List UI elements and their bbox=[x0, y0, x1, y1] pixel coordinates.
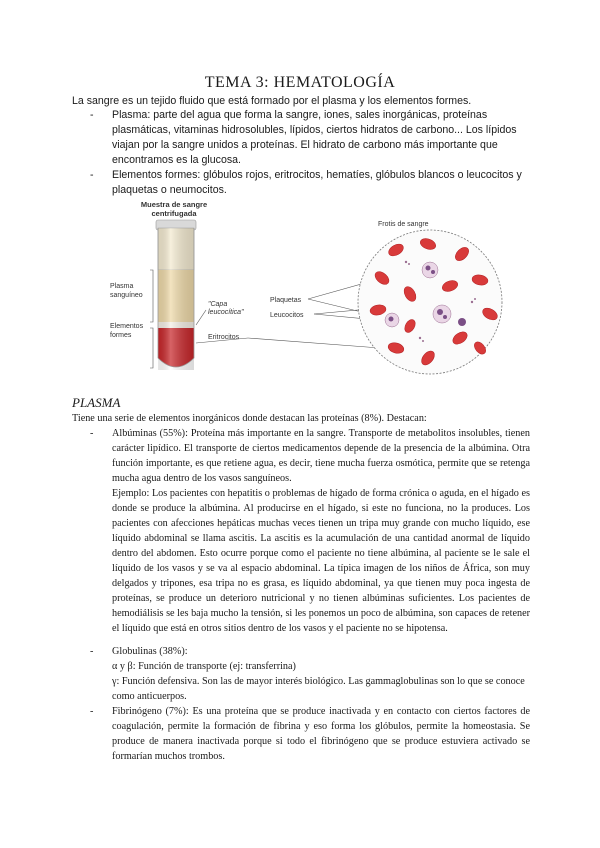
leukocytes-label: Leucocitos bbox=[270, 312, 304, 319]
intro-paragraph: La sangre es un tejido fluido que está formado por el plasma y los elementos formes. bbox=[72, 95, 472, 107]
plasma-heading: PLASMA bbox=[72, 395, 121, 410]
albumin-example: Ejemplo: Los pacientes con hepatitis o problemas de hígado de forma crónica o aguda, en el hígado es donde se produce la albúmina. Al producirse en el hígado, si este no funciona, no la produces. Los pacientes con afecciones hepáticas muchas veces tienen un tripa muy grande con mucho líquido, ese líquido abdominal se llama ascitis. La ascitis es la acumulación de una cantidad anormal de líquido dentro del abdomen. Esto ocurre porque como el paciente no tiene albúmina, al paciente se le sale el líquido de los vasos y se va al espacio abdominal. La típica imagen de los niños de África, son muy delgados y tripones, esa tripa no es grasa, es líquido abdominal, ya que tienen muy poca ingesta de proteínas, se produce un deterioro nutricional y no tienen albúminas suficientes. Los pacientes de hemodiálisis se les baja mucho la tensión, si les ponemos un poco de albúmina, son capaces de retener el líquido que está en otros sitios dentro de los vasos y el paciente no se hipotensa. bbox=[112, 488, 530, 634]
plasma-label-2: sanguíneo bbox=[110, 292, 143, 299]
bullet-dash: - bbox=[90, 169, 94, 181]
albumins-text: Albúminas (55%): Proteína más importante en la sangre. Transporte de metabolitos insolubles, tienen carácter lipídico. El transporte de ciertos medicamentos depende de la presencia de la albúmina. Otra función importante, es que retiene agua, es decir, tiene mucha fuerza osmótica, permite que se retenga mucha agua dentro de los vasos sanguíneos. bbox=[112, 428, 530, 484]
fibrinogen-text: Fibrinógeno (7%): Es una proteína que se produce inactivada y en contacto con ciertos factores de coagulación, permite la formación de fibrina y eso forma los glóbulos, permite la homeostasia. Se produce de manera inactivada porque si todo el fibrinógeno que se produce estuviera activado se formarían muchos trombos. bbox=[112, 706, 530, 762]
buffy-label-2: leucocítica" bbox=[208, 309, 244, 316]
plasma-label-1: Plasma bbox=[110, 283, 134, 290]
centrifuge-tube bbox=[156, 220, 196, 370]
globulins-text: Globulinas (38%): bbox=[112, 646, 188, 657]
bullet-formed-elements bbox=[90, 168, 530, 198]
erythrocytes-label: Eritrocitos bbox=[208, 334, 240, 341]
blood-smear bbox=[358, 230, 502, 374]
bullet-dash: - bbox=[90, 706, 94, 717]
bullet-dash: - bbox=[90, 109, 94, 121]
tube-title-line2: centrifugada bbox=[151, 209, 197, 218]
buffy-label-1: "Capa bbox=[208, 301, 228, 308]
globulins-gamma: γ: Función defensiva. Son las de mayor interés biológico. Las gammaglobulinas son lo que se conoce como anticuerpos. bbox=[112, 676, 525, 702]
smear-title: Frotis de sangre bbox=[378, 221, 429, 228]
bullet-dash: - bbox=[90, 428, 94, 439]
tube-title-line1: Muestra de sangre bbox=[140, 200, 208, 209]
platelets-label: Plaquetas bbox=[270, 297, 302, 304]
bullet-dash: - bbox=[90, 646, 94, 657]
formed-label-1: Elementos bbox=[110, 323, 144, 330]
page-title: TEMA 3: HEMATOLOGÍA bbox=[204, 74, 396, 91]
blood-figure bbox=[110, 198, 506, 378]
formed-label-2: formes bbox=[110, 332, 132, 339]
bullet-plasma bbox=[90, 108, 530, 168]
plasma-intro: Tiene una serie de elementos inorgánicos donde destacan las proteínas (8%). Destacan: bbox=[72, 413, 427, 424]
bullet-text: Plasma: parte del agua que forma la sangre, iones, sales inorgánicas, proteínas plasmáticas, vitaminas hidrosolubles, lípidos, ciertos hidratos de carbono... Los lípidos viajan por la sangre unidos a proteínas. El hidrato de carbono más importante que encontramos es la glucosa. bbox=[112, 109, 517, 166]
globulins-alpha-beta: α y β: Función de transporte (ej: transferrina) bbox=[112, 661, 296, 672]
bullet-text: Elementos formes: glóbulos rojos, eritrocitos, hematíes, glóbulos blancos o leucocitos y plaquetas o neumocitos. bbox=[112, 169, 522, 196]
